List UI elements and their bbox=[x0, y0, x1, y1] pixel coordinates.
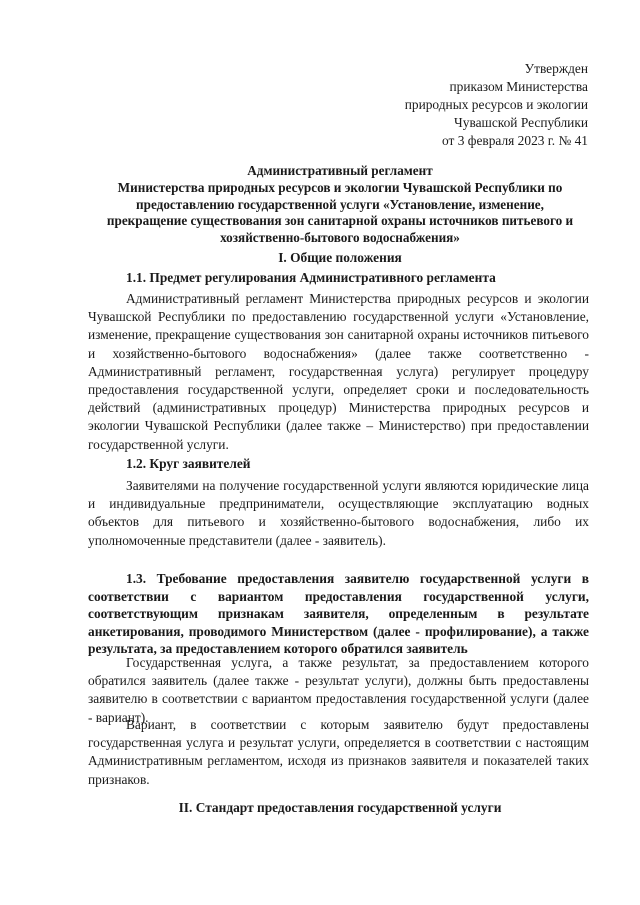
approval-line: Чувашской Республики bbox=[454, 115, 588, 130]
subsection-1-3-text-1: Государственная услуга, а также результат, за предоставлением которого обратился заявитель (далее также - результат услуги), должны быть предоставлены заявителю в соответствии с вариантом предоставления государственной услуги (далее - вариант). bbox=[88, 655, 589, 725]
subsection-1-2-text: Заявителями на получение государственной услуги являются юридические лица и индивидуальные предприниматели, осуществляющие эксплуатацию водных объектов для питьевого и хозяйственно-бытового водоснабжения, либо их уполномоченные представители (далее - заявитель). bbox=[88, 478, 589, 548]
title-line: Министерства природных ресурсов и экологии Чувашской Республики по bbox=[117, 179, 563, 195]
approval-stamp bbox=[405, 60, 588, 150]
subsection-1-2-heading: 1.2. Круг заявителей bbox=[126, 456, 251, 471]
subsection-1-1-heading: 1.1. Предмет регулирования Административного регламента bbox=[126, 270, 496, 285]
approval-line: приказом Министерства bbox=[449, 79, 588, 94]
title-line: прекращение существования зон санитарной охраны источников питьевого и bbox=[106, 213, 574, 229]
subsection-1-1-text: Административный регламент Министерства природных ресурсов и экологии Чувашской Республики по предоставлению государственной услуги «Установление, изменение, прекращение существования зон санитарной охраны источников питьевого и хозяйственно-бытового водоснабжения» (далее также соответственно - Административный регламент, государственная услуга) регулирует процедуру предоставления государственной услуги, определяет сроки и последовательность действий (административных процедур) Министерства природных ресурсов и экологии Чувашской Республики (далее также – Министерство) при предоставлении государственной услуги. bbox=[88, 291, 589, 452]
section-2-heading: II. Стандарт предоставления государственной услуги bbox=[178, 800, 502, 815]
document-title bbox=[86, 163, 594, 247]
approval-line: Утвержден bbox=[524, 61, 588, 76]
subsection-1-3-text-2: Вариант, в соответствии с которым заявителю будут предоставлены государственная услуга и результат услуги, определяется в соответствии с настоящим Административным регламентом, исходя из признаков заявителя и показателей таких признаков. bbox=[88, 717, 589, 787]
approval-line: природных ресурсов и экологии bbox=[404, 97, 588, 112]
title-line: Административный регламент bbox=[247, 163, 433, 178]
subsection-1-3-heading: 1.3. Требование предоставления заявителю государственной услуги в соответствии с вариантом предоставления государственной услуги, соответствующим признакам заявителя, определенным в результате анкетирования, проводимого Министерством (далее - профилирование), а также результата, за предоставлением которого обратился заявитель bbox=[88, 571, 589, 657]
title-line: предоставлению государственной услуги «Установление, изменение, bbox=[136, 196, 544, 212]
section-1-heading: I. Общие положения bbox=[278, 250, 402, 265]
approval-line: от 3 февраля 2023 г. № 41 bbox=[442, 133, 588, 148]
title-line: хозяйственно-бытового водоснабжения» bbox=[220, 230, 460, 246]
